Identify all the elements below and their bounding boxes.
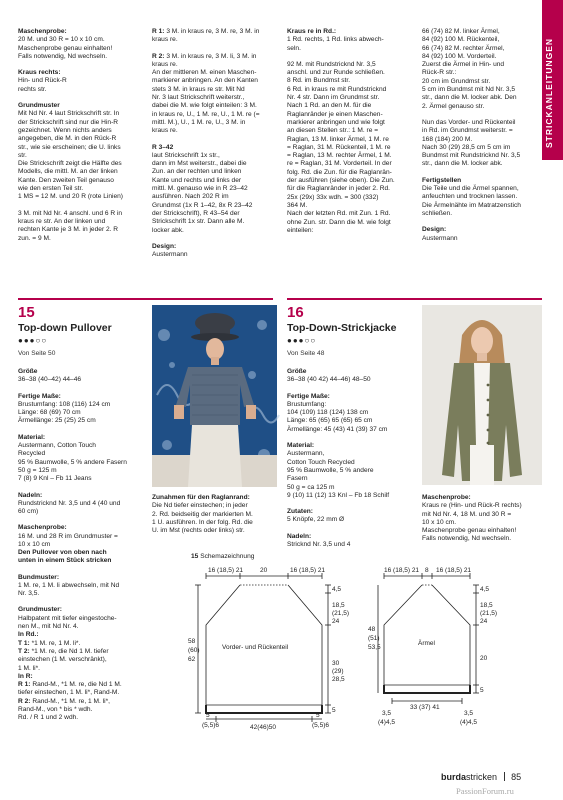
- sidebar-label: STRICKANLEITUNGEN: [544, 37, 554, 148]
- sleeve-r4: 5: [480, 687, 484, 694]
- text-line: in Rd. im Grundmst weiterstr. =: [422, 127, 513, 135]
- instruction-line: einstechen (1 M. verschränkt),: [18, 656, 107, 664]
- text-line: Recycled: [18, 450, 46, 458]
- text-line: 9 (10) 11 (12) 13 Knl – Fb 18 Schilf: [287, 491, 390, 499]
- text-line: Ärmellänge: 25 (25) 25 cm: [18, 417, 96, 425]
- text-paragraph: [422, 28, 542, 111]
- text-line: Rundstricknd Nr. 3,5 und 4 (40 und: [18, 499, 121, 507]
- text-paragraph: [18, 492, 148, 517]
- text-line: Maschenprobe genau einhalten!: [422, 527, 517, 535]
- sleeve-top-left: 16 (18,5) 21: [384, 567, 420, 574]
- text-line: 10 x 10 cm.: [422, 518, 457, 526]
- paragraph-heading: Größe: [18, 368, 38, 375]
- sleeve-r1: 4,5: [480, 586, 490, 593]
- text-line: anschl. und zur Runde schließen.: [287, 69, 385, 77]
- text-line: Fasern: [287, 475, 308, 483]
- instruction-label: In R:: [18, 672, 33, 680]
- schema-r2a: 18,5: [332, 602, 345, 609]
- watermark: PassionForum.ru: [456, 786, 514, 796]
- schema-bc: 42(46)50: [250, 724, 277, 731]
- text-line: locker abk.: [152, 226, 184, 234]
- sleeve-bc: 33 (37) 41: [410, 704, 440, 711]
- paragraph-heading: Nadeln:: [18, 491, 43, 499]
- text-line: stets 3 M. in kraus re str. Mit Nd: [152, 85, 245, 93]
- paragraph-heading: Material:: [287, 442, 315, 450]
- sleeve-r2a: 18,5: [480, 602, 493, 609]
- text-paragraph: [152, 53, 277, 136]
- text-line: Zuerst die Ärmel in Hin- und: [422, 61, 505, 69]
- instruction-line: Nr. 3,5.: [18, 590, 40, 598]
- text-line: Mit Nd Nr. 4 laut Strickschrift str. In: [18, 110, 120, 118]
- sleeve-bl: 3,5: [382, 710, 392, 717]
- text-line: 3 M. mit Nd Nr. 4 anschl. und 6 R in: [18, 209, 123, 217]
- text-paragraph: [287, 61, 412, 235]
- text-line: angegeben, die M. in den Rück-R: [18, 135, 117, 143]
- text-line: 104 (109) 118 (124) 138 cm: [287, 409, 369, 417]
- schema-bl2: (5,5)6: [202, 722, 219, 729]
- paragraph-heading: Material:: [18, 433, 46, 441]
- text-line: 20 M. und 30 R = 10 x 10 cm.: [18, 36, 105, 44]
- text-paragraph: [422, 177, 542, 218]
- raglan-line: 2. Rd. beidseitig der markierten M.: [152, 510, 253, 518]
- text-line: mittl. M. genauso wie in R 23–42: [152, 185, 248, 193]
- text-line: Kraus re (Hin- und Rück-R rechts): [422, 502, 522, 510]
- text-line: Falls notwendig, Nd wechseln.: [422, 535, 512, 543]
- text-line: 5 Knöpfe, 22 mm Ø: [287, 516, 345, 524]
- sleeve-r2c: 24: [480, 618, 488, 625]
- text-line: mittl. M.), U., 1 M. re, U., 3 M. in: [152, 118, 246, 126]
- text-line: Rück-R str.:: [422, 69, 457, 77]
- text-paragraph: [422, 494, 544, 544]
- sidebar-tab: [542, 0, 563, 160]
- instruction-line: tiefer einstechen, 1 M. li*, Rand-M.: [18, 689, 120, 697]
- text-line: markierer anbringen. An den Kanten: [152, 77, 258, 85]
- paragraph-heading: Kraus rechts:: [18, 69, 61, 77]
- paragraph-heading: Maschenprobe:: [422, 494, 471, 501]
- text-line: 84 (92) 100 M. Rückenteil,: [422, 36, 500, 44]
- text-line: der Strickschrift sind nur die Hin-R: [18, 118, 119, 126]
- text-line: kraus re.: [152, 36, 178, 44]
- text-paragraph: [152, 243, 277, 260]
- text-line: seln.: [287, 44, 301, 52]
- sleeve-top-center: 8: [425, 567, 429, 574]
- text-line: Brustumfang: 108 (116) 124 cm: [18, 400, 111, 408]
- sleeve-top-right: 16 (18,5) 21: [436, 567, 472, 574]
- text-line: Hin- und Rück-R: [18, 77, 67, 85]
- instruction-label: Grundmuster:: [18, 606, 62, 614]
- text-paragraph: [18, 28, 138, 61]
- text-line: ohne Zun. str. Dann die M. wie folgt: [287, 218, 391, 226]
- text-line: Stricknd Nr. 3,5 und 4: [287, 541, 351, 549]
- paragraph-heading: Fertigstellen: [422, 176, 462, 184]
- text-line: str.: [18, 151, 27, 159]
- text-paragraph: [18, 210, 138, 243]
- text-line: = Raglan, 31 M. Rückenteil, 1 M. re: [287, 143, 391, 151]
- schema-r2c: 24: [332, 618, 340, 625]
- text-line: in kraus re, U., 1 M. re, U., 1 M. re (=: [152, 110, 260, 118]
- text-line: 1 Rd. rechts, 1 Rd. links abwech-: [287, 36, 384, 44]
- text-line: Austermann, Cotton Touch: [18, 442, 96, 450]
- text-paragraph: [18, 524, 148, 549]
- schema-body-label: Vorder- und Rückenteil: [222, 644, 289, 651]
- paragraph-heading: Fertige Maße:: [18, 392, 61, 400]
- top-column-1: [18, 28, 138, 251]
- paragraph-heading: Zutaten:: [287, 508, 314, 516]
- instruction-line: Rand-M., *1 M. re, 1 M. li*,: [32, 697, 110, 705]
- text-line: 8 Rd. im Bundmst str.: [287, 77, 351, 85]
- sleeve-r2b: (21,5): [480, 610, 497, 617]
- text-line: ausführen. Nach 202 R im: [152, 193, 229, 201]
- sleeve-la: 48: [368, 626, 376, 633]
- text-line: für die Raglanränder in jeder 2. Rd.: [287, 185, 390, 193]
- schema-top-left: 16 (18,5) 21: [208, 567, 244, 574]
- schema-top-center: 20: [260, 567, 268, 574]
- text-line: der ausführen (siehe oben). Die Zun.: [287, 177, 395, 185]
- schema-br: 5: [316, 712, 320, 719]
- sleeve-label: Ärmel: [418, 640, 435, 647]
- text-line: Austermann,: [287, 450, 325, 458]
- intro-line: unten in einem Stück stricken: [18, 557, 112, 565]
- instruction-item: [18, 574, 148, 599]
- text-line: kraus re str. An der linken und: [18, 217, 106, 225]
- text-line: Austermann: [422, 234, 458, 242]
- text-line: 84 (92) 100 M. Vorderteil.: [422, 52, 497, 60]
- raglan-line: 1 U. ausführen. In der folg. Rd. die: [152, 518, 253, 526]
- text-line: 92 M. mit Rundstricknd Nr. 3,5: [287, 60, 376, 68]
- text-line: mit Nd Nr. 4, 18 M. und 30 R =: [422, 510, 512, 518]
- text-line: kraus re.: [152, 60, 178, 68]
- text-line: Grundmst (1x R 1–42, 8x R 23–42: [152, 201, 253, 209]
- text-paragraph: [287, 28, 412, 53]
- instruction-label: R 1:: [18, 681, 31, 689]
- raglan-line: Die Nd tiefer einstechen; in jeder: [152, 502, 248, 510]
- schema-br2: (5,5)6: [312, 722, 329, 729]
- text-paragraph: [18, 102, 138, 202]
- text-paragraph: [18, 69, 138, 94]
- text-line: Kante. Den zweiten Teil genauso: [18, 176, 114, 184]
- pattern-title-16: Top-Down-Strickjacke: [287, 322, 397, 334]
- schema-r2b: (21,5): [332, 610, 349, 617]
- hem-band: [206, 705, 322, 713]
- text-line: 10 x 10 cm: [18, 541, 51, 549]
- text-line: str., dann die M. locker abk. Den: [422, 94, 517, 102]
- text-line: Bundmst mit Rundstricknd Nr. 3,5: [422, 152, 521, 160]
- sleeve-bl2: (4)4,5: [378, 719, 395, 726]
- text-line: Länge: 65 (65) 65 (65) 65 cm: [287, 417, 373, 425]
- instruction-line: Rd. / R 1 und 2 wdh.: [18, 714, 79, 722]
- schema-top-right: 16 (18,5) 21: [290, 567, 326, 574]
- cuff-band: [384, 685, 470, 693]
- text-line: wie den ersten Teil str.: [18, 185, 84, 193]
- paragraph-heading: Design:: [422, 226, 447, 234]
- instruction-label: T 1:: [18, 639, 30, 647]
- paragraph-heading: R 2:: [152, 52, 165, 60]
- text-line: 95 % Baumwolle, 5 % andere: [287, 466, 374, 474]
- difficulty-dots-15: ●●●○○: [18, 336, 48, 345]
- text-paragraph: [422, 119, 542, 169]
- schema-body-drawing: [188, 565, 358, 730]
- page-number: 85: [511, 772, 522, 782]
- paragraph-heading: Grundmuster: [18, 102, 60, 110]
- pattern-title-15: Top-down Pullover: [18, 322, 112, 334]
- top-column-2: [152, 28, 277, 267]
- paragraph-heading: Nadeln:: [287, 532, 312, 540]
- text-line: 25x (29x) 33x wdh. = 300 (332): [287, 193, 379, 201]
- text-line: Ärmellänge: 45 (43) 41 (39) 37 cm: [287, 425, 388, 433]
- schema-r3a: 30: [332, 660, 340, 667]
- text-paragraph: [287, 508, 415, 525]
- instruction-line: Rand-M., von * bis * wdh.: [18, 706, 93, 714]
- schema-r1: 4,5: [332, 586, 342, 593]
- text-line: Raglanränder je einen Maschen-: [287, 110, 383, 118]
- pattern16-gauge: [422, 494, 544, 552]
- text-line: 36–38 (40 42) 44–46) 48–50: [287, 376, 371, 384]
- text-line: 66 (74) 82 M. linker Ärmel,: [422, 28, 500, 35]
- schema-caption: [191, 553, 254, 560]
- text-line: Nach 1 Rd. an den M. für die: [287, 102, 372, 110]
- instruction-item: [18, 631, 148, 639]
- text-paragraph: [18, 393, 148, 426]
- text-line: Brustumfang:: [287, 400, 327, 408]
- section-rule-15: [18, 298, 273, 300]
- text-line: schließen.: [422, 209, 453, 217]
- text-paragraph: [18, 368, 148, 385]
- schema-caption-text: Schemazeichnung: [200, 553, 255, 560]
- paragraph-heading: Design:: [152, 242, 177, 250]
- text-line: Länge: 68 (69) 70 cm: [18, 409, 81, 417]
- text-line: str., dann die M. locker abk.: [422, 160, 503, 168]
- text-line: 2. Ärmel genauso str.: [422, 102, 485, 110]
- instruction-line: *1 M. re, die Nd 1 M. tiefer: [31, 647, 109, 655]
- text-line: 3 M. in kraus re, 3 M. re, 3 M. in: [166, 28, 260, 35]
- instruction-line: nen M., mit Nd Nr. 4.: [18, 623, 79, 631]
- text-line: 60 cm): [18, 508, 39, 516]
- text-paragraph: [422, 226, 542, 243]
- difficulty-dots-16: ●●●○○: [287, 336, 317, 345]
- instruction-line: 1 M. re, 1 M. li abwechseln, mit Nd: [18, 581, 120, 589]
- text-line: Cotton Touch Recycled: [287, 458, 355, 466]
- text-line: Modells, die mittl. M. an der linken: [18, 168, 118, 176]
- schema-r3b: (29): [332, 668, 344, 675]
- intro-heading: [18, 549, 148, 566]
- text-line: einteilen:: [287, 226, 314, 234]
- text-line: Zun. an der rechten und linken: [152, 168, 242, 176]
- text-line: 3 M. in kraus re, 3 M. li, 3 M. in: [166, 52, 257, 60]
- sleeve-br2: (4)4,5: [460, 719, 477, 726]
- paragraph-heading: R 3–42: [152, 143, 174, 151]
- instruction-item: [18, 681, 148, 698]
- sleeve-r3: 20: [480, 655, 488, 662]
- text-line: An der mittleren M. einen Maschen-: [152, 69, 257, 77]
- intro-line: Den Pullover von oben nach: [18, 549, 107, 556]
- text-line: Nr. 3 laut Strickschrift weiterstr.,: [152, 94, 245, 102]
- text-line: 1 MS = 12 M. und 20 R (rote Linien): [18, 193, 124, 201]
- sleeve-lc: 53,5: [368, 644, 381, 651]
- text-paragraph: [287, 368, 415, 385]
- model-photo-pullover: [152, 305, 277, 487]
- text-line: gezeichnet. Wenn nichts anders: [18, 126, 112, 134]
- text-line: Nr. 4 str. Dann im Grundmst str.: [287, 94, 380, 102]
- text-line: kraus re.: [152, 127, 178, 135]
- pattern15-raglan: [152, 494, 277, 543]
- schema-caption-number: 15: [191, 553, 199, 560]
- text-line: der Strickschrift), R 43–54 der: [152, 209, 240, 217]
- text-line: 16 M. und 28 R im Grundmuster =: [18, 532, 118, 540]
- source-16: Von Seite 48: [287, 350, 325, 357]
- source-15: Von Seite 50: [18, 350, 56, 357]
- schema-lb: (60): [188, 647, 200, 654]
- instruction-label: Bundmuster:: [18, 573, 60, 581]
- paragraph-heading: Kraus re in Rd.:: [287, 28, 337, 35]
- schema-r3c: 28,5: [332, 676, 345, 683]
- raglan-line: U. im Mst (rechts oder links) str.: [152, 527, 245, 535]
- text-line: 20 cm im Grundmst str.: [422, 77, 491, 85]
- pullover-illustration: [152, 305, 277, 487]
- pattern16-details: [287, 368, 415, 557]
- paragraph-heading: Maschenprobe:: [18, 524, 67, 532]
- text-line: 95 % Baumwolle, 5 % andere Fasern: [18, 458, 127, 466]
- schema-sleeve-drawing: [370, 565, 505, 730]
- text-line: 5 cm im Bundmst mit Nd Nr. 3,5: [422, 86, 516, 94]
- paragraph-heading: Fertige Maße:: [287, 392, 330, 400]
- instruction-line: 1 M. li*.: [18, 664, 40, 672]
- cardigan-illustration: [422, 305, 542, 485]
- instruction-item: [18, 673, 148, 681]
- instruction-item: [18, 640, 148, 648]
- instruction-item: [18, 698, 148, 723]
- text-line: Strickschrift 1x str. Dann alle M.: [152, 218, 245, 226]
- text-line: re = Raglan, 31 M. Vorderteil. In der: [287, 160, 392, 168]
- paragraph-heading: Maschenprobe:: [18, 28, 67, 35]
- top-column-4: [422, 28, 542, 251]
- instruction-item: [18, 648, 148, 673]
- text-line: Falls notwendig, Nd wechseln.: [18, 52, 108, 60]
- text-line: anfeuchten und trocknen lassen.: [422, 193, 518, 201]
- text-line: Die Strickschrift zeigt die Hälfte des: [18, 160, 122, 168]
- raglan-heading: Zunahmen für den Raglanrand:: [152, 494, 250, 501]
- text-line: 364 M.: [287, 201, 308, 209]
- paragraph-heading: R 1:: [152, 28, 165, 35]
- text-line: 50 g = ca 125 m: [287, 483, 335, 491]
- text-line: Nach 30 (29) 28,5 cm 5 cm im: [422, 143, 511, 151]
- footer-divider: [504, 772, 505, 781]
- text-line: Nach der letzten Rd. mit Zun. 1 Rd.: [287, 210, 391, 218]
- instruction-label: In Rd.:: [18, 631, 39, 639]
- instruction-line: *1 M. re, 1 M. li*.: [31, 639, 81, 647]
- text-paragraph: [287, 442, 415, 500]
- model-photo-cardigan: [422, 305, 542, 485]
- text-line: 7 (8) 9 Knl – Fb 11 Jeans: [18, 475, 92, 483]
- instruction-label: R 2:: [18, 697, 31, 705]
- sleeve-outline: [384, 585, 470, 685]
- text-line: dabei die M. wie folgt einteilen: 3 M.: [152, 102, 257, 110]
- text-line: = Raglan, 13 M. rechter Ärmel, 1 M.: [287, 152, 392, 160]
- instruction-label: T 2:: [18, 647, 30, 655]
- text-line: an diesen Stellen str.: 1 M. re =: [287, 127, 379, 135]
- text-line: Die Ärmelnähte im Matratzenstich: [422, 201, 521, 209]
- text-line: markierer anbringen und wie folgt: [287, 118, 385, 126]
- text-line: zun. = 9 M.: [18, 234, 51, 242]
- raglan-paragraph: [152, 494, 277, 535]
- footer: [441, 772, 521, 782]
- text-line: folg. Rd. die Zun. für die Raglanrän-: [287, 168, 392, 176]
- text-line: 66 (74) 82 M. rechter Ärmel,: [422, 44, 505, 52]
- pattern15-details: [18, 368, 148, 557]
- text-line: Austermann: [152, 251, 188, 259]
- top-column-3: [287, 28, 412, 243]
- text-line: dann im Mst weiterstr., dabei die: [152, 160, 247, 168]
- sleeve-lb: (51): [368, 635, 380, 642]
- text-line: 50 g = 125 m: [18, 466, 57, 474]
- instruction-line: Halbpatent mit tiefer eingestoche-: [18, 614, 117, 622]
- text-paragraph: [152, 144, 277, 235]
- schema-bl: 5: [206, 712, 210, 719]
- text-line: Maschenprobe genau einhalten!: [18, 44, 113, 52]
- brand-burda: burda: [441, 772, 467, 782]
- paragraph-heading: Größe: [287, 368, 307, 375]
- brand-stricken: stricken: [466, 772, 498, 782]
- sleeve-br: 3,5: [464, 710, 474, 717]
- text-paragraph: [18, 434, 148, 484]
- text-line: Die Teile und die Ärmel spannen,: [422, 185, 519, 193]
- text-line: 36–38 (40–42) 44–46: [18, 376, 82, 384]
- text-line: Raglan, 13 M. linker Ärmel, 1 M. re: [287, 135, 389, 143]
- text-line: Nun das Vorder- und Rückenteil: [422, 118, 516, 126]
- text-line: laut Strickschrift 1x str.,: [152, 151, 220, 159]
- text-line: 168 (184) 200 M.: [422, 135, 473, 143]
- text-line: rechten Kante je 3 M. in jeder 2. R: [18, 226, 119, 234]
- pattern-number-16: 16: [287, 304, 304, 321]
- schema-lc: 62: [188, 656, 196, 663]
- schema-r4: 5: [332, 707, 336, 714]
- text-paragraph: [152, 28, 277, 45]
- instruction-item: [18, 606, 148, 631]
- pattern15-instructions: [18, 549, 148, 723]
- section-rule-16: [287, 298, 542, 300]
- text-line: str., wie sie erscheinen; die U. links: [18, 143, 121, 151]
- schema-la: 58: [188, 638, 196, 645]
- text-paragraph: [287, 533, 415, 550]
- text-line: rechts str.: [18, 85, 47, 93]
- pattern-number-15: 15: [18, 304, 35, 321]
- text-line: Kante und rechts und links der: [152, 176, 242, 184]
- instruction-line: Rand-M., *1 M. re, die Nd 1 M.: [32, 681, 122, 689]
- text-line: 6 Rd. in kraus re mit Rundstricknd: [287, 85, 387, 93]
- text-paragraph: [287, 393, 415, 434]
